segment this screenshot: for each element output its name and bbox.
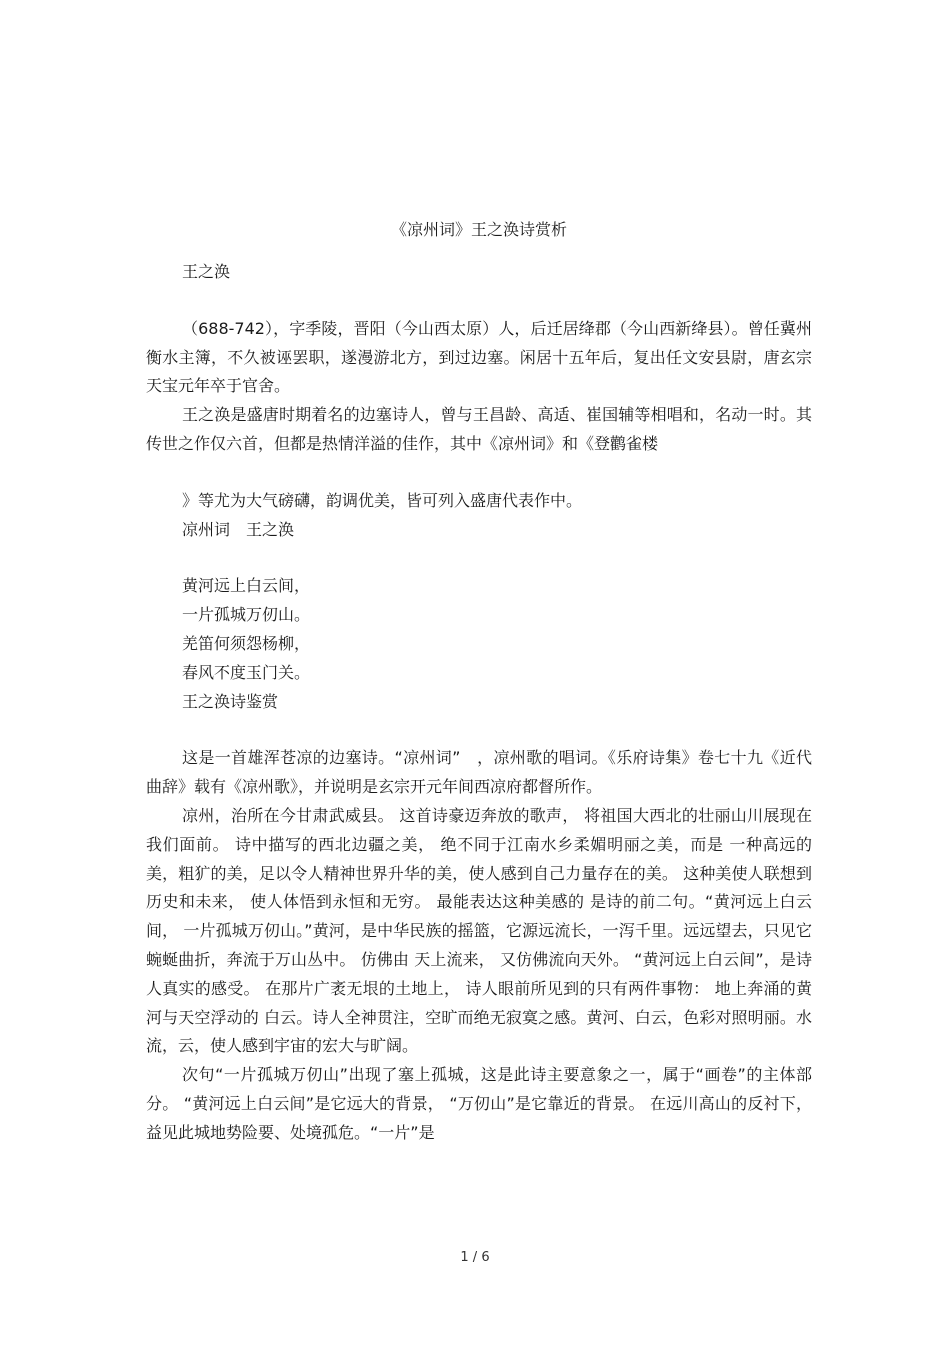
document-body bbox=[146, 216, 812, 1148]
poem-line: 春风不度玉门关。 bbox=[182, 662, 311, 682]
blank-line bbox=[146, 459, 812, 487]
poem-line: 羌笛何须怨杨柳， bbox=[182, 633, 311, 653]
blank-line bbox=[146, 287, 812, 315]
poem-line: 黄河远上白云间， bbox=[182, 576, 311, 596]
appreciation-heading: 王之涣诗鉴赏 bbox=[182, 691, 279, 711]
poem-heading: 凉州词 王之涣 bbox=[182, 519, 295, 539]
blank-line bbox=[146, 544, 812, 572]
page-number: 1 / 6 bbox=[460, 1250, 490, 1265]
poem-line: 一片孤城万仞山。 bbox=[182, 605, 311, 625]
body-paragraph: 凉州，治所在今甘肃武威县。 这首诗豪迈奔放的歌声， 将祖国大西北的壮丽山川展现在我们面前。 诗中描写的西北边疆之美， 绝不同于江南水乡柔媚明丽之美，而是 一种高远的美，粗犷的美，足以令人精神世界升华的美，使人感到自己力量存在的美。 这种美使人联想到历史和未来， 使人体悟到永恒和无穷。 最能表达这种美感的 是诗的前二句。“黄河远上白云间， 一片孤城万仞山。”黄河，是中华民族的摇篮，它源远流长，一泻千里。远远望去，只见它蜿蜒曲折，奔流于万山丛中。 仿佛由 天上流来， 又仿佛流向天外。 “黄河远上白云间”，是诗人真实的感受。 在那片广袤无垠的土地上， 诗人眼前所见到的只有两件事物： 地上奔涌的黄河与天空浮动的 白云。诗人全神贯注，空旷而绝无寂寞之感。黄河、白云，色彩对照明丽。水流，云，使人感到宇宙的宏大与旷阔。 bbox=[146, 805, 812, 1056]
document-title: 《凉州词》王之涣诗赏析 bbox=[390, 220, 567, 239]
intro-paragraph: 王之涣是盛唐时期着名的边塞诗人，曾与王昌龄、高适、崔国辅等相唱和，名动一时。其传世之作仅六首，但都是热情洋溢的佳作，其中《凉州词》和《登鹳雀楼 bbox=[146, 405, 812, 453]
author-bio: （688-742），字季陵，晋阳（今山西太原）人，后迁居绛郡（今山西新绛县）。曾任冀州衡水主簿，不久被诬罢职，遂漫游北方，到过边塞。闲居十五年后，复出任文安县尉，唐玄宗天宝元年卒于官舍。 bbox=[146, 318, 812, 396]
author-name: 王之涣 bbox=[182, 262, 231, 281]
intro-paragraph-continued: 》等尤为大气磅礴，韵调优美，皆可列入盛唐代表作中。 bbox=[182, 490, 583, 510]
body-paragraph: 次句“一片孤城万仞山”出现了塞上孤城，这是此诗主要意象之一，属于“画卷”的主体部分。 “黄河远上白云间”是它远大的背景， “万仞山”是它靠近的背景。 在远川高山的反衬下，益见此城地势险要、处境孤危。“一片”是 bbox=[146, 1065, 812, 1142]
body-paragraph: 这是一首雄浑苍凉的边塞诗。“凉州词” ，凉州歌的唱词。《乐府诗集》卷七十九《近代曲辞》载有《凉州歌》，并说明是玄宗开元年间西凉府都督所作。 bbox=[146, 748, 812, 797]
blank-line bbox=[146, 716, 812, 744]
